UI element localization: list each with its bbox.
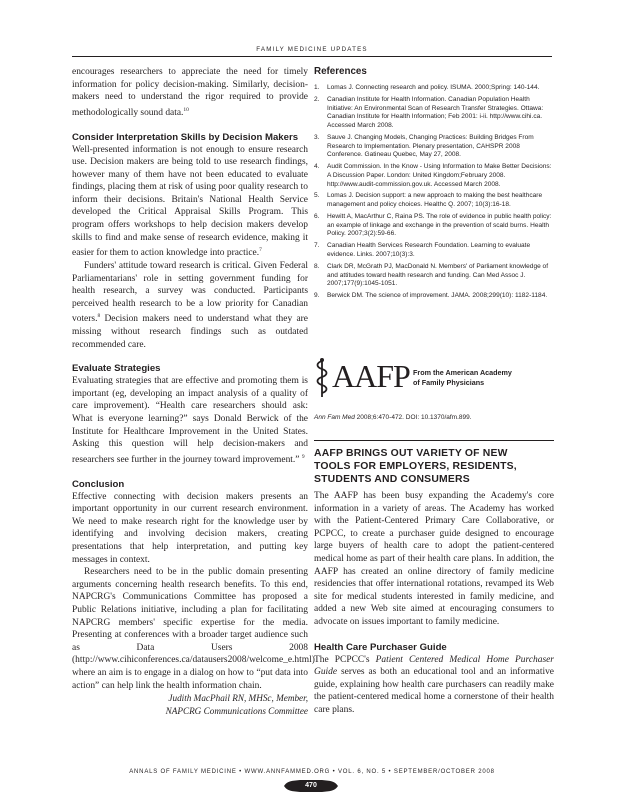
reference-list	[314, 84, 554, 301]
reference-item	[314, 84, 554, 93]
aafp-from-text	[413, 368, 512, 387]
section-heading-conclusion: Conclusion	[72, 478, 125, 490]
section-heading-purchaser-guide: Health Care Purchaser Guide	[314, 641, 447, 653]
paragraph: Evaluating strategies that are effective and promoting them is important (eg, developing an impact analysis of a quality of care improvement). “Health care researchers should ask: What is everyone learning?” says Donald Berwick of the Institute for Healthcare Improvement in the United States. Asking this question will help decision-makers and researchers see further in the journey toward improvement.” $^9$	[72, 376, 308, 465]
reference-number: 6.	[314, 213, 320, 221]
caduceus-icon	[314, 357, 330, 397]
reference-number: 1.	[314, 84, 320, 91]
page-footer: ANNALS OF FAMILY MEDICINE • WWW.ANNFAMMED.ORG • VOL. 6, NO. 5 • SEPTEMBER/OCTOBER 2008	[129, 769, 495, 775]
reference-text: Lomas J. Connecting research and policy. ISUMA. 2000;Spring: 140-144.	[327, 84, 540, 91]
paragraph: Funders' attitude toward research is critical. Given Federal Parliamentarians' role in setting government funding for health research, a survey was conducted. Participants perceived health research to be a low priority for Canadian voters.$^8$ Decision makers need to understand what they are missing without research findings such as outdated recommended care.	[72, 261, 308, 350]
reference-item	[314, 292, 554, 301]
reference-text: Audit Commission. In the Know - Using Information to Make Better Decisions: A Discussion Paper. London: United Kingdom;February 2008. http://www.audit-commission.gov.uk. Accessed March 2008.	[327, 163, 552, 188]
reference-number: 7.	[314, 242, 320, 250]
section-heading-evaluate: Evaluate Strategies	[72, 363, 161, 375]
article-headline: AAFP BRINGS OUT VARIETY OF NEW TOOLS FOR EMPLOYERS, RESIDENTS, STUDENTS AND CONSUMERS	[314, 448, 517, 485]
reference-text: Clark DR, McGrath PJ, MacDonald N. Members' of Parliament knowledge of and attitudes toward health research and funding. Can Med Assoc J. 2007;177(9):1045-1051.	[327, 262, 549, 288]
reference-item	[314, 263, 554, 289]
paragraph: The PCPCC's Patient Centered Medical Home Purchaser Guide serves as both an educational tool and an informative guide, explaining how health care purchasers can readily make the patient-centered medical home a cornerstone of their health care plans.	[314, 654, 554, 715]
reference-number: 9.	[314, 292, 320, 300]
aafp-from-line-2: of Family Physicians	[413, 377, 485, 387]
paragraph: The AAFP has been busy expanding the Academy's core information in a variety of areas. The Academy has worked with the Patient-Centered Primary Care Collaborative, or PCPCC, to create a purchaser guide designed to encourage large buyers of health care to adopt the patient-centered medical home as part of their health care plans. In addition, the AAFP has created an online directory of family medicine residencies that offer international rotations, revamped its Web site for medical students interested in family medicine, and added a new Web site aimed at encouraging consumers to advocate on issues important to family medicine.	[314, 491, 554, 627]
reference-item	[314, 134, 554, 160]
reference-number: 4.	[314, 163, 320, 171]
reference-item	[314, 96, 554, 131]
paragraph: Researchers need to be in the public domain presenting arguments concerning health research benefits. To this end, NAPCRG's Communications Committee has proposed a Public Relations initiative, including a plan for facilitating NAPCRG members' specific expertise for the media. Presenting at conferences with a broader target audience such as Data Users 2008 (http://www.cihiconferences.ca/datausers2008/welcome_e.html) where an aim is to engage in a dialog on how to “put data into action” can help link the health information chain.	[72, 567, 315, 691]
reference-text: Canadian Institute for Health Information. Canadian Population Health Initiative: An Environmental Scan of Research Transfer Strategies. Ottawa: Canadian Institute for Health Information; Feb 2001: i-ii. http://www.cihi.ca. Accessed March 2008.	[327, 95, 544, 129]
reference-text: Hewitt A, MacArthur C, Raina PS. The role of evidence in public health policy: an example of linkage and exchange in the prevention of scald burns. Health Policy. 2007;3(2):59-66.	[327, 213, 552, 238]
reference-item	[314, 163, 554, 189]
reference-number: 3.	[314, 133, 320, 141]
running-header: FAMILY MEDICINE UPDATES	[256, 46, 368, 53]
reference-number: 5.	[314, 192, 320, 200]
references-heading: References	[314, 66, 367, 77]
reference-number: 2.	[314, 95, 320, 103]
author-signature: Judith MacPhail RN, MHSc, Member,	[168, 693, 308, 704]
page-number-badge	[282, 779, 340, 793]
reference-item	[314, 192, 554, 209]
author-affiliation: NAPCRG Communications Committee	[165, 705, 308, 716]
section-rule	[314, 440, 554, 441]
header-rule	[72, 56, 552, 57]
section-heading-interpretation: Consider Interpretation Skills by Decision Makers	[72, 131, 299, 143]
article-citation: Ann Fam Med 2008;6:470-472. DOI: 10.1370/afm.899.	[314, 414, 472, 421]
reference-text: Lomas J. Decision support: a new approach to making the best healthcare management and policy choices. Healthc Q. 2007; 10(3):16-18.	[327, 192, 543, 209]
aafp-wordmark: AAFP	[332, 358, 410, 394]
reference-item	[314, 213, 554, 239]
aafp-from-line-1: From the American Academy	[413, 368, 512, 377]
reference-number: 8.	[314, 262, 320, 270]
page-number: 470	[305, 782, 317, 789]
reference-item	[314, 242, 554, 259]
paragraph: Effective connecting with decision makers presents an important opportunity in our current research environment. We need to make research right for the knowledge user by identifying and involving decision makers, creating presentations that help interpretation, and putting key messages in context.	[72, 491, 308, 565]
reference-text: Berwick DM. The science of improvement. JAMA. 2008;299(10): 1182-1184.	[327, 292, 548, 300]
reference-text: Canadian Health Services Research Foundation. Learning to evaluate evidence. Links. 2007;10(3):3.	[327, 242, 531, 259]
aafp-article	[314, 447, 554, 717]
reference-text: Sauve J. Changing Models, Changing Practices: Building Bridges From Research to Implementation. Plenary presentation, CAHSPR 2008 Conference. Gatineau Quebec, May 27, 2008.	[327, 133, 534, 159]
left-column	[72, 66, 315, 717]
references-section	[314, 66, 554, 304]
paragraph: encourages researchers to appreciate the need for timely information for policy decision-making. Similarly, decision-makers need to understand the rigor required to provide methodologically sound data.$^{10}$	[72, 67, 308, 118]
paragraph: Well-presented information is not enough to ensure research use. Decision makers are being told to use research findings, however many of them have not been educated to evaluate findings, placing them at risk of using poor quality research to inform their decisions. Britain's National Health Service developed the Critical Appraisal Skills Program. This program offers workshops to help decision makers develop skills to find and make sense of research evidence, making it easier for them to action knowledge into practice.$^7$	[72, 144, 308, 259]
aafp-logo-block	[314, 357, 554, 399]
